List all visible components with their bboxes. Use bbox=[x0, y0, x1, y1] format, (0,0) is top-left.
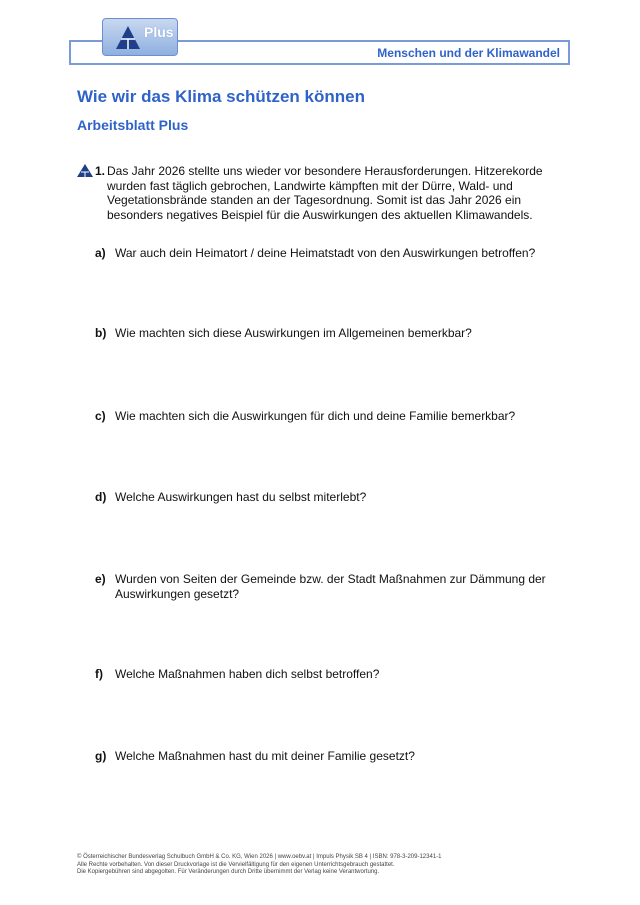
footer-copyright: © Österreichischer Bundesverlag Schulbuch GmbH & Co. KG, Wien 2026 | www.oebv.at | Impuls Physik SB 4 | ISBN: 978-3-209-12341-1 bbox=[77, 854, 442, 860]
question-text: Welche Auswirkungen hast du selbst miterlebt? bbox=[115, 490, 367, 504]
question-letter: e) bbox=[95, 572, 106, 586]
page-subtitle: Arbeitsblatt Plus bbox=[77, 117, 189, 133]
question-letter: f) bbox=[95, 667, 103, 681]
question-text: Wie machten sich diese Auswirkungen im Allgemeinen bemerkbar? bbox=[115, 326, 472, 340]
question-text: Welche Maßnahmen hast du mit deiner Familie gesetzt? bbox=[115, 749, 415, 763]
task-number: 1. bbox=[95, 164, 106, 178]
badge-label: Plus bbox=[144, 24, 174, 40]
footer bbox=[77, 854, 577, 877]
footer-rights: Alle Rechte vorbehalten. Von dieser Druckvorlage ist die Vervielfältigung für den eigenen Unterrichtsgebrauch gestattet. bbox=[77, 861, 395, 868]
question-letter: g) bbox=[95, 749, 107, 763]
header-title: Menschen und der Klimawandel bbox=[377, 46, 560, 60]
page-title: Wie wir das Klima schützen können bbox=[77, 87, 365, 106]
question-letter: a) bbox=[95, 246, 106, 260]
question-text: Wie machten sich die Auswirkungen für dich und deine Familie bemerkbar? bbox=[115, 409, 516, 423]
task-text: Das Jahr 2026 stellte uns wieder vor besondere Herausforderungen. Hitzerekorde wurden fast täglich gebrochen, Landwirte kämpften mit der Dürre, Wald- und Vegetationsbrände standen an der Tagesordnung. Somit ist das Jahr 2026 ein besonders negatives Beispiel für die Auswirkungen des aktuellen Klimawandels. bbox=[107, 164, 543, 222]
question-text: Welche Maßnahmen haben dich selbst betroffen? bbox=[115, 667, 380, 681]
footer-disclaimer: Die Kopiergebühren sind abgegolten. Für Veränderungen durch Dritte übernimmt der Verlag keine Verantwortung. bbox=[77, 869, 380, 875]
question-letter: d) bbox=[95, 490, 107, 504]
plus-badge bbox=[102, 18, 178, 56]
pyramid-icon bbox=[115, 25, 141, 51]
question-text: War auch dein Heimatort / deine Heimatstadt von den Auswirkungen betroffen? bbox=[115, 246, 536, 260]
pyramid-icon bbox=[77, 164, 93, 178]
question-letter: c) bbox=[95, 409, 106, 423]
question-letter: b) bbox=[95, 326, 107, 340]
question-text: Wurden von Seiten der Gemeinde bzw. der Stadt Maßnahmen zur Dämmung der Auswirkungen gesetzt? bbox=[115, 572, 546, 601]
